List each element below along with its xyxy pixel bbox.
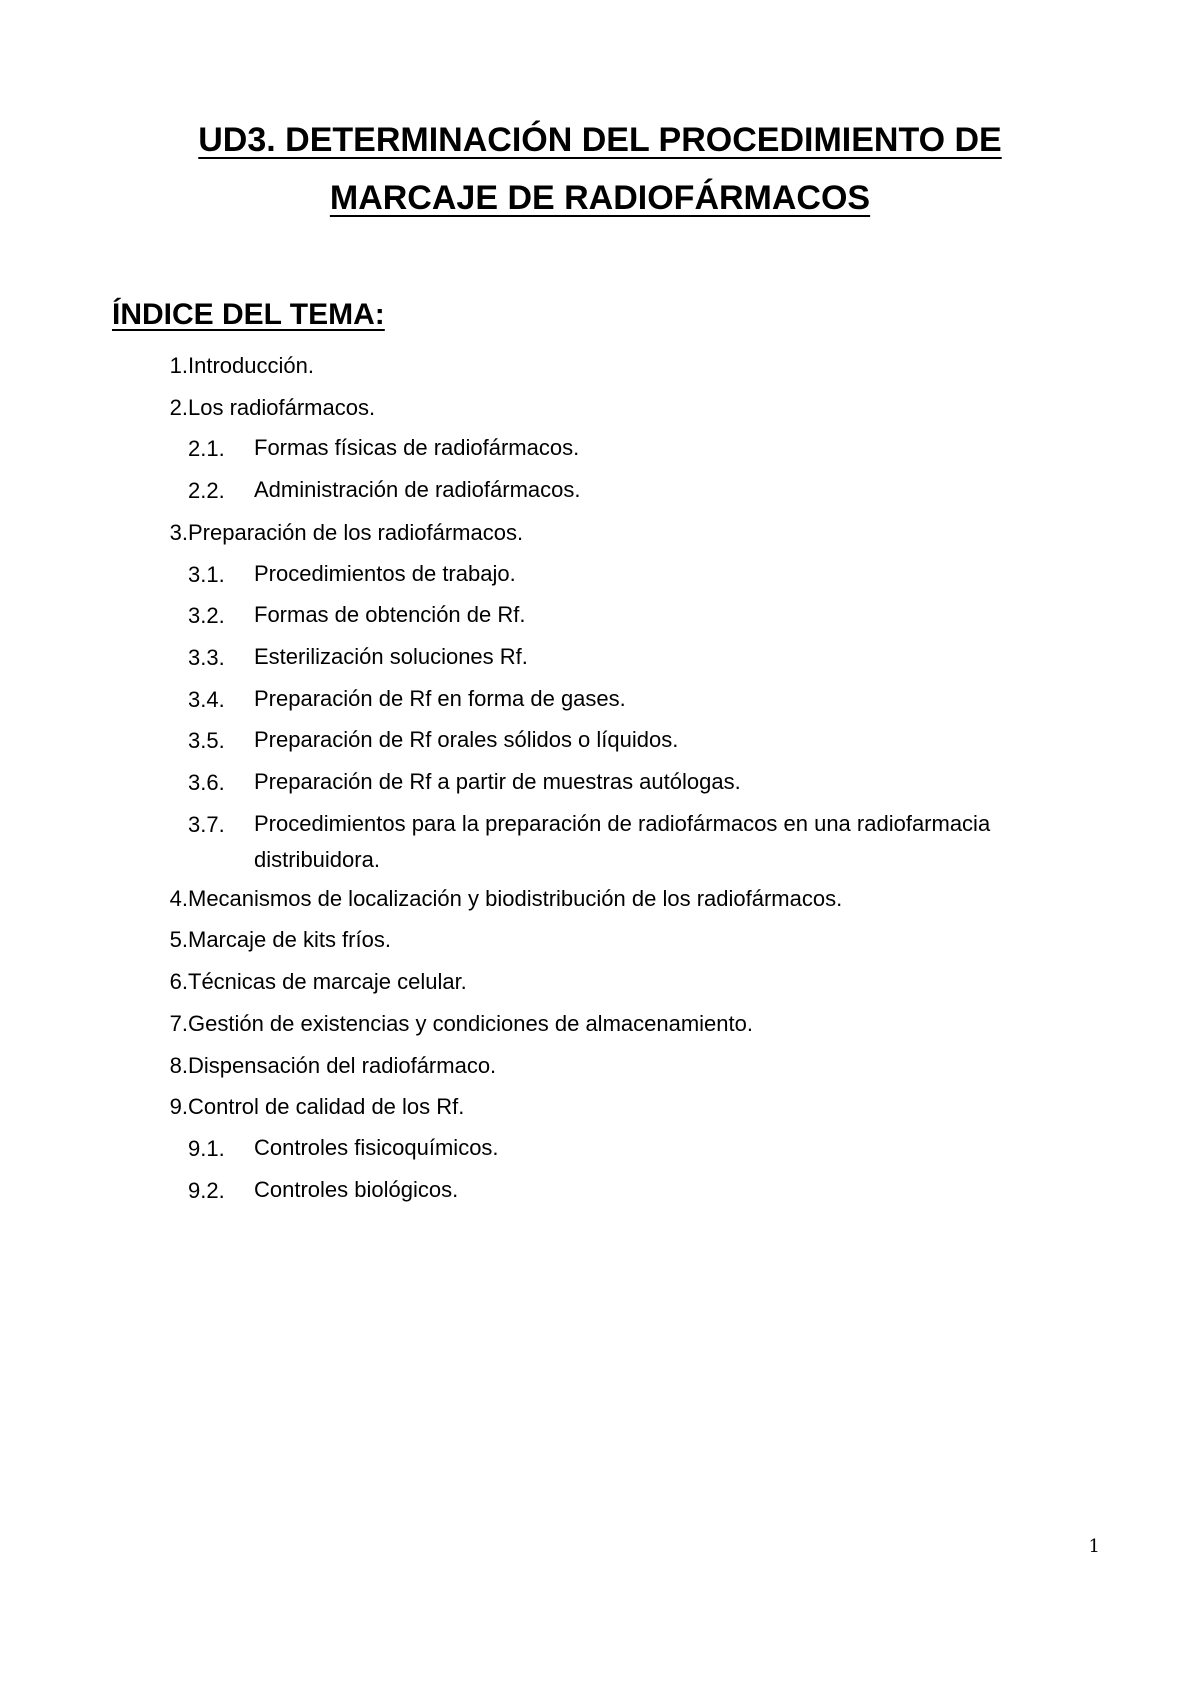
toc-item-text: Técnicas de marcaje celular. (188, 969, 467, 995)
toc-item-4 (0, 878, 1200, 920)
document-title-line-2: MARCAJE DE RADIOFÁRMACOS (329, 179, 871, 217)
toc-item-number: 5. (169, 927, 188, 953)
toc-item-text: Preparación de Rf a partir de muestras autólogas. (254, 769, 741, 795)
toc-item-9-2 (0, 1170, 1200, 1212)
toc-item-number: 9.1. (188, 1135, 225, 1161)
toc-item-6 (0, 961, 1200, 1003)
toc-item-5 (0, 919, 1200, 961)
toc-item-text: Preparación de los radiofármacos. (188, 519, 524, 545)
toc-item-text: Preparación de Rf en forma de gases. (254, 685, 626, 711)
toc-item-3-3 (0, 637, 1200, 679)
toc-item-3 (0, 512, 1200, 554)
toc-item-text: Los radiofármacos. (188, 394, 376, 420)
toc-item-number: 2. (169, 394, 188, 420)
table-of-contents (0, 345, 1200, 1211)
toc-item-number: 3.2. (188, 603, 225, 629)
toc-item-3-4 (0, 679, 1200, 721)
toc-item-text: Esterilización soluciones Rf. (254, 643, 528, 669)
toc-item-number: 3.3. (188, 644, 225, 670)
toc-item-9 (0, 1086, 1200, 1128)
document-title-line-1: UD3. DETERMINACIÓN DEL PROCEDIMIENTO DE (198, 121, 1002, 159)
toc-item-number: 8. (169, 1052, 188, 1078)
toc-item-number: 2.2. (188, 478, 225, 504)
toc-item-3-2 (0, 595, 1200, 637)
toc-item-text: Preparación de Rf orales sólidos o líquidos. (254, 727, 679, 753)
toc-item-3-7 (0, 804, 1200, 878)
toc-item-text: Controles fisicoquímicos. (254, 1134, 499, 1160)
toc-item-number: 3.6. (188, 770, 225, 796)
toc-item-text: Procedimientos de trabajo. (254, 560, 516, 586)
toc-item-9-1 (0, 1128, 1200, 1170)
toc-item-text: Gestión de existencias y condiciones de almacenamiento. (188, 1010, 753, 1036)
toc-item-number: 3.5. (188, 728, 225, 754)
toc-item-number: 6. (169, 969, 188, 995)
toc-item-text: Control de calidad de los Rf. (188, 1094, 465, 1120)
toc-item-text: Procedimientos para la preparación de radiofármacos en una radiofarmacia distribuidora. (254, 810, 991, 872)
toc-item-number: 3.7. (188, 811, 225, 837)
toc-item-3-6 (0, 762, 1200, 804)
toc-item-text: Marcaje de kits fríos. (188, 927, 391, 953)
toc-item-number: 4. (169, 885, 188, 911)
toc-item-text: Introducción. (188, 353, 314, 378)
toc-item-3-5 (0, 720, 1200, 762)
toc-item-text: Dispensación del radiofármaco. (188, 1052, 497, 1078)
toc-item-number: 9. (169, 1094, 188, 1120)
toc-item-text: Controles biológicos. (254, 1176, 459, 1202)
toc-item-number: 7. (169, 1010, 188, 1036)
toc-item-1 (0, 345, 1200, 387)
page-number: 1 (1088, 1536, 1100, 1557)
toc-item-7 (0, 1003, 1200, 1045)
toc-item-2 (0, 387, 1200, 429)
toc-item-text: Formas físicas de radiofármacos. (254, 435, 580, 461)
index-heading: ÍNDICE DEL TEMA: (112, 298, 385, 331)
toc-item-text: Administración de radiofármacos. (254, 477, 581, 503)
toc-item-number: 3. (169, 519, 188, 545)
toc-item-8 (0, 1045, 1200, 1087)
toc-item-number: 3.1. (188, 561, 225, 587)
toc-item-number: 2.1. (188, 436, 225, 462)
toc-item-number: 3.4. (188, 686, 225, 712)
toc-item-text: Formas de obtención de Rf. (254, 602, 526, 628)
toc-item-number: 1. (169, 353, 188, 378)
toc-item-2-2 (0, 470, 1200, 512)
toc-item-2-1 (0, 428, 1200, 470)
toc-item-number: 9.2. (188, 1177, 225, 1203)
toc-item-text: Mecanismos de localización y biodistribución de los radiofármacos. (188, 885, 843, 911)
toc-item-3-1 (0, 554, 1200, 596)
